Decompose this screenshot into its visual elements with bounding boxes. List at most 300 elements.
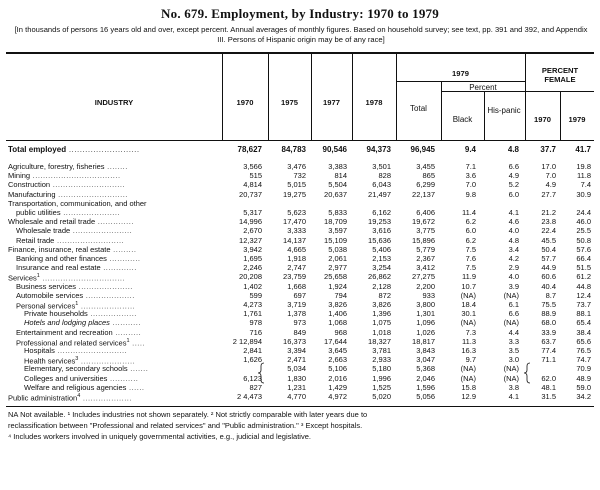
- cell-value: 2,128: [372, 281, 391, 291]
- cell-value: 5,015: [287, 180, 306, 190]
- leader-dots: .....................: [78, 356, 136, 366]
- cell-value: 6.0: [465, 226, 476, 236]
- cell-value: 4.9: [545, 180, 556, 190]
- cell-value: 7.0: [465, 180, 476, 190]
- cell-value: 6,406: [416, 208, 435, 217]
- row-label-text: Health services: [24, 356, 76, 366]
- cell-value: 60.6: [541, 272, 556, 282]
- cell-value: 3,476: [287, 162, 306, 171]
- footnote-1: NA Not available. ¹ Includes industries not shown separately. ² Not strictly comparable with later years due to: [8, 410, 368, 419]
- leader-dots: .....: [129, 338, 146, 348]
- cell-value: 1,525: [372, 382, 391, 392]
- cell-value: 48.9: [576, 373, 591, 383]
- header-industry: INDUSTRY: [94, 98, 134, 107]
- cell-value: 2,841: [243, 346, 262, 355]
- cell-value: 11.4: [461, 208, 476, 217]
- footnote-2: reclassification between "Professional and related services" and "Public administration." ³ Except hospitals.: [8, 421, 363, 430]
- cell-value: 814: [334, 171, 347, 181]
- cell-value: 19,253: [368, 217, 391, 227]
- header-1977: 1977: [323, 98, 340, 107]
- row-label-text: Finance, insurance, real estate: [8, 244, 111, 254]
- cell-value: 1,026: [416, 327, 435, 337]
- leader-dots: ...................: [80, 393, 132, 403]
- header-pf-1970: 1970: [534, 115, 551, 124]
- cell-value: 10.7: [461, 281, 476, 291]
- row-label-text: Transportation, communication, and other: [8, 198, 147, 208]
- cell-value: 1,402: [243, 281, 262, 291]
- cell-value: 45.5: [541, 235, 556, 245]
- cell-value: 2,046: [416, 373, 435, 383]
- cell-value: 872: [378, 290, 391, 300]
- cell-value: 71.1: [541, 355, 556, 365]
- cell-value: 14,996: [239, 217, 262, 227]
- cell-value: 4.1: [508, 392, 519, 401]
- leader-dots: ...........................: [55, 189, 128, 199]
- cell-value: 27.7: [541, 189, 556, 199]
- cell-value: 4,770: [287, 392, 306, 401]
- cell-value: (NA): [460, 290, 476, 300]
- row-label-text: Welfare and religious agencies: [24, 382, 127, 392]
- cell-value: 3.0: [508, 355, 519, 365]
- cell-value: 2,977: [328, 263, 347, 273]
- cell-value: 2 12,894: [232, 336, 262, 346]
- cell-value: 7.6: [465, 254, 476, 263]
- cell-value: 70.9: [576, 364, 591, 374]
- cell-value: 3,616: [372, 226, 391, 236]
- cell-value: 3.8: [508, 382, 519, 392]
- cell-value: 1,231: [287, 382, 306, 392]
- cell-value: 40.4: [541, 281, 556, 291]
- cell-value: 3,455: [416, 162, 435, 171]
- cell-value: 732: [293, 171, 306, 181]
- cell-value: 3,826: [328, 300, 347, 309]
- cell-value: 3,047: [416, 355, 435, 365]
- cell-value: 5,317: [243, 208, 262, 217]
- cell-value: 5,106: [328, 364, 347, 374]
- header-1979: 1979: [452, 69, 469, 78]
- cell-value: 20,637: [324, 189, 347, 199]
- cell-value: 5.2: [508, 180, 519, 190]
- row-label-text: Personal services: [16, 301, 76, 311]
- leader-dots: ................................: [39, 273, 126, 283]
- cell-value: 19,672: [412, 217, 435, 227]
- cell-value: 8.7: [545, 290, 556, 300]
- cell-value: 65.6: [576, 336, 591, 346]
- cell-value: 66.4: [576, 254, 591, 263]
- cell-value: 1,096: [416, 318, 435, 328]
- leader-dots: ..........................: [66, 145, 140, 154]
- cell-value: (NA): [503, 373, 519, 383]
- cell-value: 6,299: [416, 180, 435, 190]
- cell-value: 3,383: [328, 162, 347, 171]
- cell-value: 1,396: [372, 309, 391, 319]
- header-1975: 1975: [281, 98, 298, 107]
- cell-value: 697: [293, 290, 306, 300]
- cell-value: 2,246: [243, 263, 262, 273]
- cell-value: 11.3: [461, 336, 476, 346]
- cell-value: 9.4: [464, 145, 476, 154]
- cell-value: 17,644: [324, 336, 347, 346]
- cell-value: 3,781: [372, 346, 391, 355]
- cell-value: 1,626: [243, 355, 262, 365]
- cell-value: 2,016: [328, 373, 347, 383]
- cell-value: 44.9: [541, 263, 556, 273]
- leader-dots: .....................: [76, 281, 133, 291]
- row-footnote-mark: 1: [36, 273, 40, 280]
- leader-dots: ..........: [112, 327, 142, 337]
- cell-value: 2 4,473: [236, 392, 262, 401]
- cell-value: 27,275: [412, 272, 435, 282]
- cell-value: 6.2: [465, 235, 476, 245]
- cell-value: 44.8: [576, 281, 591, 291]
- cell-value: (NA): [460, 373, 476, 383]
- cell-value: 9.8: [465, 189, 476, 199]
- cell-value: 1,301: [416, 309, 435, 319]
- cell-value: 716: [249, 327, 262, 337]
- cell-value: 4.8: [508, 235, 519, 245]
- row-footnote-mark: 1: [126, 337, 130, 344]
- cell-value: 21.2: [541, 208, 556, 217]
- cell-value: 4,665: [287, 244, 306, 254]
- cell-value: 3,826: [372, 300, 391, 309]
- cell-value: 6,123: [243, 373, 262, 383]
- cell-value: 46.0: [576, 217, 591, 227]
- row-label-text: Services: [8, 273, 37, 283]
- leader-dots: ......: [126, 382, 145, 392]
- cell-value: 20,737: [239, 189, 262, 199]
- cell-value: 2,153: [372, 254, 391, 263]
- cell-value: 515: [249, 171, 262, 181]
- cell-value: 22.4: [541, 226, 556, 236]
- row-label-text: Elementary, secondary schools: [24, 364, 128, 374]
- cell-value: 3.4: [508, 244, 519, 254]
- cell-value: 933: [422, 290, 435, 300]
- cell-value: 7.4: [580, 180, 591, 190]
- cell-value: 4.0: [508, 272, 519, 282]
- cell-value: 7.0: [545, 171, 556, 181]
- cell-value: 26,862: [368, 272, 391, 282]
- cell-value: 3,843: [416, 346, 435, 355]
- row-label-text: Business services: [16, 281, 77, 291]
- cell-value: 3,597: [328, 226, 347, 236]
- cell-value: 19.8: [576, 162, 591, 171]
- cell-value: 6.6: [508, 309, 519, 319]
- cell-value: 78,627: [237, 145, 262, 154]
- cell-value: 68.0: [541, 318, 556, 328]
- cell-value: (NA): [460, 364, 476, 374]
- cell-value: 18,817: [412, 336, 435, 346]
- cell-value: 828: [378, 171, 391, 181]
- cell-value: 1,918: [287, 254, 306, 263]
- cell-value: (NA): [503, 290, 519, 300]
- leader-dots: ...........: [107, 373, 139, 383]
- cell-value: 2,200: [416, 281, 435, 291]
- leader-dots: ............................: [50, 180, 126, 190]
- cell-value: 827: [249, 382, 262, 392]
- cell-value: 1,924: [328, 281, 347, 291]
- cell-value: 3,942: [243, 244, 262, 254]
- cell-value: 5,180: [372, 364, 391, 374]
- cell-value: 7.5: [465, 244, 476, 254]
- cell-value: (NA): [503, 318, 519, 328]
- row-label-text: Wholesale trade: [16, 226, 71, 236]
- cell-value: 4.6: [508, 217, 519, 227]
- row-label-text: Retail trade: [16, 235, 55, 245]
- cell-value: 794: [334, 290, 347, 300]
- cell-value: 1,596: [416, 382, 435, 392]
- cell-value: 90,546: [322, 145, 347, 154]
- cell-value: 50.8: [576, 235, 591, 245]
- cell-value: 3,775: [416, 226, 435, 236]
- cell-value: 33.9: [541, 327, 556, 337]
- cell-value: 5,779: [416, 244, 435, 254]
- cell-value: 23.8: [541, 217, 556, 227]
- cell-value: 3,412: [416, 263, 435, 273]
- cell-value: 11.8: [576, 171, 591, 181]
- cell-value: 968: [334, 327, 347, 337]
- cell-value: 88.9: [541, 309, 556, 319]
- cell-value: 3.5: [508, 346, 519, 355]
- leader-dots: ......................: [60, 208, 121, 217]
- header-black: Black: [452, 115, 473, 124]
- cell-value: 24.4: [576, 208, 591, 217]
- cell-value: 94,373: [366, 145, 391, 154]
- leader-dots: ...........................: [54, 346, 128, 355]
- cell-value: 59.0: [576, 382, 591, 392]
- cell-value: 21,497: [368, 189, 391, 199]
- cell-value: 15,109: [324, 235, 347, 245]
- cell-value: 1,075: [372, 318, 391, 328]
- cell-value: 11.9: [461, 272, 476, 282]
- cell-value: 1,018: [372, 327, 391, 337]
- cell-value: 51.5: [576, 263, 591, 273]
- row-footnote-mark: 1: [75, 301, 79, 307]
- row-label-text: Manufacturing: [8, 189, 56, 199]
- cell-value: 5,504: [328, 180, 347, 190]
- leader-dots: .............: [100, 263, 137, 273]
- cell-value: 6.1: [508, 300, 519, 309]
- cell-value: 20,208: [239, 272, 262, 282]
- header-pf-1979: 1979: [568, 115, 586, 124]
- cell-value: 4.0: [508, 226, 519, 236]
- cell-value: 15.8: [461, 382, 476, 392]
- cell-value: 4,273: [243, 300, 262, 309]
- leader-dots: ..................: [87, 309, 137, 319]
- header-1970: 1970: [236, 98, 254, 107]
- row-label-text: Public administration: [8, 393, 78, 403]
- table-headnote: [In thousands of persons 16 years old and over, except percent. Annual averages of monthly figures. Based on household survey; see text, pp. 391 and 392, and Appendix III. Persons of Hispanic origin may be of any race]: [14, 25, 588, 44]
- cell-value: 74.7: [576, 355, 591, 365]
- cell-value: 5,034: [287, 364, 306, 374]
- cell-value: 18,709: [324, 217, 347, 227]
- cell-value: 25,658: [324, 272, 347, 282]
- cell-value: 38.4: [576, 327, 591, 337]
- row-footnote-mark: 3: [75, 356, 79, 363]
- cell-value: 3,800: [416, 300, 435, 309]
- cell-value: 6.6: [508, 162, 519, 171]
- cell-value: 34.2: [576, 392, 591, 401]
- leader-dots: ........: [104, 162, 128, 171]
- cell-value: 14,137: [283, 235, 306, 245]
- cell-value: 6,043: [372, 180, 391, 190]
- cell-value: 2,747: [287, 263, 306, 273]
- row-label-text: Banking and other finances: [16, 254, 107, 263]
- cell-value: 5,020: [372, 392, 391, 401]
- cell-value: 61.2: [576, 272, 591, 282]
- cell-value: 18.4: [461, 300, 476, 309]
- leader-dots: .......: [127, 364, 149, 374]
- cell-value: 18,327: [368, 336, 391, 346]
- cell-value: 5,056: [416, 392, 435, 401]
- cell-value: 978: [249, 318, 262, 328]
- cell-value: 4.2: [508, 254, 519, 263]
- cell-value: 23,759: [283, 272, 306, 282]
- cell-value: 48.1: [541, 382, 556, 392]
- cell-value: 25.5: [576, 226, 591, 236]
- row-label-text: Total employed: [8, 145, 67, 154]
- cell-value: 77.4: [541, 346, 556, 355]
- cell-value: 3.9: [508, 281, 519, 291]
- row-label-text: Construction: [8, 180, 51, 190]
- leader-dots: ...........: [109, 318, 141, 328]
- row-label-text: Wholesale and retail trade: [8, 217, 96, 227]
- cell-value: 7.5: [465, 263, 476, 273]
- cell-value: 50.4: [541, 244, 556, 254]
- cell-value: 1,068: [328, 318, 347, 328]
- cell-value: 15,896: [412, 235, 435, 245]
- cell-value: (NA): [460, 318, 476, 328]
- cell-value: 16,373: [283, 336, 306, 346]
- cell-value: 5,623: [287, 208, 306, 217]
- cell-value: 7.1: [465, 162, 476, 171]
- cell-value: 9.7: [465, 355, 476, 365]
- row-label-text: Insurance and real estate: [16, 263, 101, 273]
- cell-value: 63.7: [541, 336, 556, 346]
- row-label-text: Professional and related services: [16, 338, 127, 348]
- cell-value: 2,471: [287, 355, 306, 365]
- cell-value: 1,668: [287, 281, 306, 291]
- cell-value: 41.7: [575, 145, 591, 154]
- cell-value: 4,814: [243, 180, 262, 190]
- cell-value: 16.3: [461, 346, 476, 355]
- leader-dots: ..................................: [30, 171, 121, 181]
- leader-dots: ..............: [95, 217, 134, 227]
- cell-value: 57.6: [576, 244, 591, 254]
- leader-dots: .......................: [70, 226, 133, 236]
- table-bottom-rule: [6, 406, 594, 407]
- cell-value: 12.4: [576, 290, 591, 300]
- cell-value: 62.0: [541, 373, 556, 383]
- cell-value: 22,137: [412, 189, 435, 199]
- cell-value: 4.1: [508, 208, 519, 217]
- cell-value: 30.9: [576, 189, 591, 199]
- table-title: No. 679. Employment, by Industry: 1970 to 1979: [161, 6, 439, 21]
- cell-value: 30.1: [461, 309, 476, 319]
- cell-value: 599: [249, 290, 262, 300]
- header-percent-female: PERCENT FEMALE: [541, 66, 579, 84]
- header-percent: Percent: [469, 83, 497, 92]
- cell-value: 12,327: [239, 235, 262, 245]
- cell-value: 7.3: [465, 327, 476, 337]
- cell-value: 1,406: [328, 309, 347, 319]
- row-label-text: Hotels and lodging places: [24, 318, 110, 328]
- cell-value: 3.6: [465, 171, 476, 181]
- cell-value: 2,367: [416, 254, 435, 263]
- leader-dots: .....................: [78, 301, 136, 311]
- cell-value: 3,645: [328, 346, 347, 355]
- cell-value: 5,368: [416, 364, 435, 374]
- cell-value: 1,429: [328, 382, 347, 392]
- brace-female-schools: [524, 363, 530, 383]
- cell-value: 3,394: [287, 346, 306, 355]
- cell-value: 5,406: [372, 244, 391, 254]
- cell-value: (NA): [503, 364, 519, 374]
- cell-value: 75.5: [541, 300, 556, 309]
- cell-value: 88.1: [576, 309, 591, 319]
- cell-value: 4.9: [508, 171, 519, 181]
- cell-value: 1,695: [243, 254, 262, 263]
- cell-value: 19,275: [283, 189, 306, 199]
- cell-value: 65.4: [576, 318, 591, 328]
- header-total: Total: [410, 104, 427, 113]
- row-label-text: Agriculture, forestry, fisheries: [8, 162, 105, 171]
- cell-value: 1,378: [287, 309, 306, 319]
- row-label-text: Hospitals: [24, 346, 55, 355]
- cell-value: 3,254: [372, 263, 391, 273]
- cell-value: 96,945: [410, 145, 435, 154]
- cell-value: 12.9: [461, 392, 476, 401]
- cell-value: 865: [422, 171, 435, 181]
- cell-value: 4,972: [328, 392, 347, 401]
- row-label-text: Private households: [24, 309, 88, 319]
- cell-value: 3.3: [508, 336, 519, 346]
- cell-value: 4.8: [507, 145, 519, 154]
- cell-value: 15,636: [368, 235, 391, 245]
- cell-value: 1,761: [243, 309, 262, 319]
- row-label-text: Entertainment and recreation: [16, 327, 113, 337]
- cell-value: 31.5: [541, 392, 556, 401]
- cell-value: 17.0: [541, 162, 556, 171]
- cell-value: 76.5: [576, 346, 591, 355]
- leader-dots: ..........................: [54, 235, 125, 245]
- cell-value: 2,933: [372, 355, 391, 365]
- cell-value: 84,783: [281, 145, 306, 154]
- cell-value: 2,670: [243, 226, 262, 236]
- cell-value: 3,333: [287, 226, 306, 236]
- cell-value: 973: [293, 318, 306, 328]
- cell-value: 2,061: [328, 254, 347, 263]
- cell-value: 6.2: [465, 217, 476, 227]
- row-label-text: Automobile services: [16, 290, 84, 300]
- cell-value: 2.9: [508, 263, 519, 273]
- cell-value: 1,996: [372, 373, 391, 383]
- cell-value: 849: [293, 327, 306, 337]
- leader-dots: .........: [110, 244, 137, 254]
- leader-dots: ...................: [83, 290, 135, 300]
- footnote-3: ⁴ Includes workers involved in uniquely governmental activities, e.g., judicial and legislative.: [8, 432, 311, 441]
- cell-value: 4.4: [508, 327, 519, 337]
- brace-1970-schools: [258, 363, 264, 383]
- cell-value: 6.0: [508, 189, 519, 199]
- row-label-text: public utilities: [16, 208, 61, 217]
- cell-value: 37.7: [540, 145, 556, 154]
- cell-value: 57.7: [541, 254, 556, 263]
- cell-value: 5,038: [328, 244, 347, 254]
- leader-dots: ............: [106, 254, 141, 263]
- cell-value: 17,470: [283, 217, 306, 227]
- row-label-text: Colleges and universities: [24, 373, 108, 383]
- cell-value: 3,566: [243, 162, 262, 171]
